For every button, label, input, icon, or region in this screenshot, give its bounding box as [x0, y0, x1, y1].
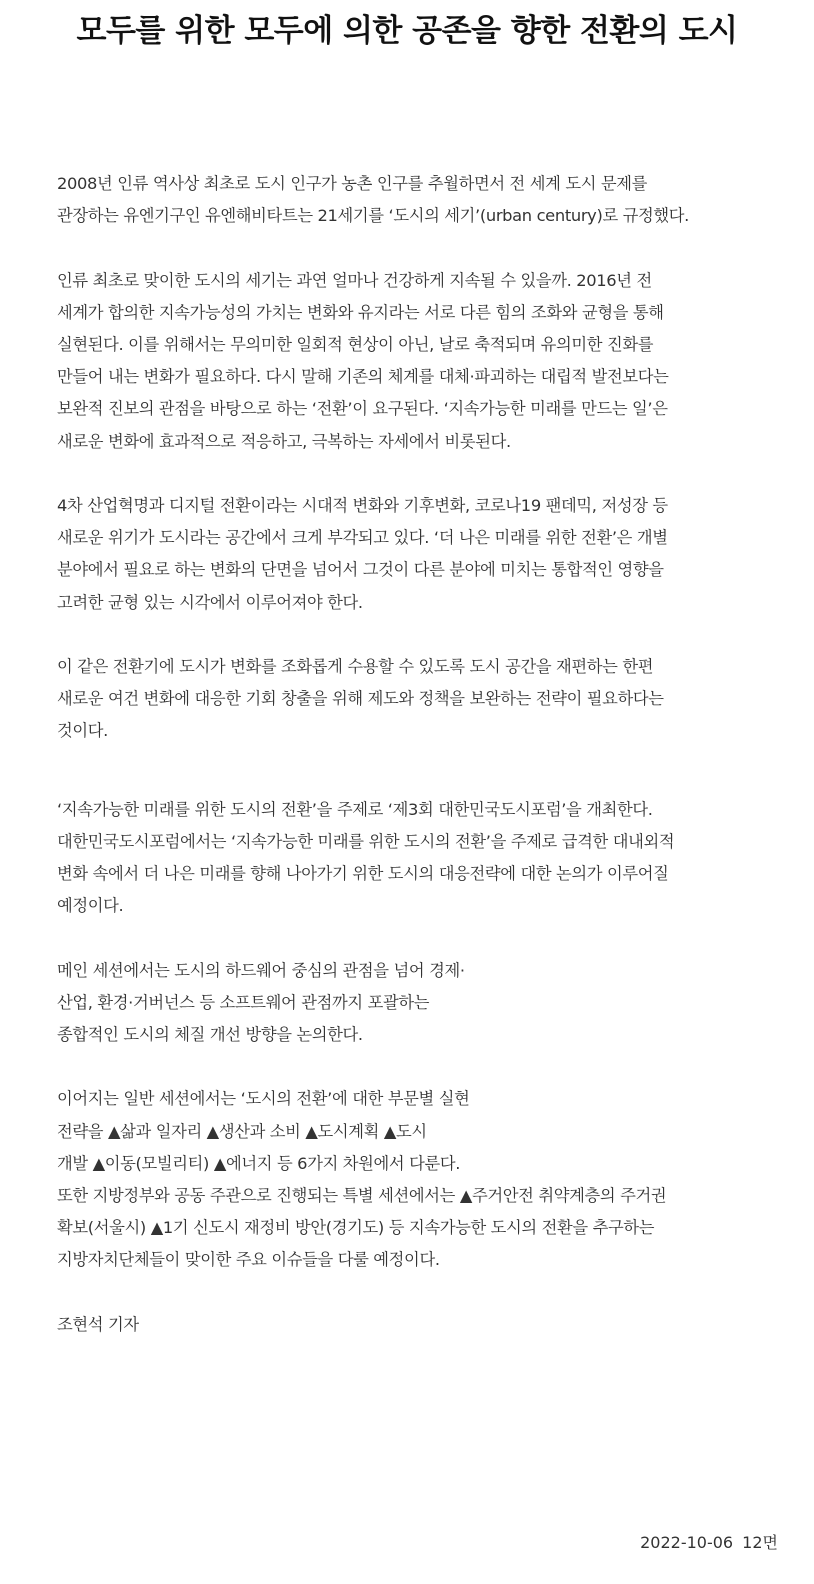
text-line: 산업, 환경·거버넌스 등 소프트웨어 관점까지 포괄하는 [57, 992, 430, 1012]
text-line: ‘지속가능한 미래를 위한 도시의 전환’을 주제로 ‘제3회 대한민국도시포럼’을 개최한다. [57, 799, 653, 819]
text-line: 인류 최초로 맞이한 도시의 세기는 과연 얼마나 건강하게 지속될 수 있을까. 2016년 전 [57, 270, 652, 290]
text-line: 분야에서 필요로 하는 변화의 단면을 넘어서 그것이 다른 분야에 미치는 통합적인 영향을 [57, 560, 664, 580]
text-line: 예정이다. [57, 896, 124, 916]
text-line: 확보(서울시) ▲1기 신도시 재정비 방안(경기도) 등 지속가능한 도시의 전환을 추구하는 [57, 1218, 655, 1238]
text-line: 세계가 합의한 지속가능성의 가치는 변화와 유지라는 서로 다른 힘의 조화와 균형을 통해 [57, 302, 664, 322]
text-line: 것이다. [57, 721, 108, 741]
article-footer [640, 1530, 778, 1553]
paragraph-gap [57, 1277, 769, 1309]
text-line: 지방자치단체들이 맞이한 주요 이슈들을 다룰 예정이다. [57, 1250, 440, 1270]
text-line: 변화 속에서 더 나은 미래를 향해 나아가기 위한 도시의 대응전략에 대한 논의가 이루어질 [57, 864, 669, 884]
paragraph-crisis [57, 490, 769, 619]
paragraph-gap [57, 748, 769, 794]
text-line: 관장하는 유엔기구인 유엔해비타트는 21세기를 ‘도시의 세기’(urban century)로 규정했다. [57, 206, 689, 226]
text-line: 새로운 변화에 효과적으로 적응하고, 극복하는 자세에서 비롯된다. [57, 431, 511, 451]
publish-date: 2022-10-06 [640, 1533, 734, 1552]
paragraph-gap [57, 458, 769, 490]
text-line: 4차 산업혁명과 디지털 전환이라는 시대적 변화와 기후변화, 코로나19 팬데믹, 저성장 등 [57, 496, 668, 515]
text-line: 2008년 인류 역사상 최초로 도시 인구가 농촌 인구를 추월하면서 전 세계 도시 문제를 [57, 174, 648, 193]
text-line: 대한민국도시포럼에서는 ‘지속가능한 미래를 위한 도시의 전환’을 주제로 급격한 대내외적 [57, 831, 675, 851]
text-line: 새로운 위기가 도시라는 공간에서 크게 부각되고 있다. ‘더 나은 미래를 위한 전환’은 개별 [57, 528, 668, 548]
paragraph-sustainability [57, 265, 769, 458]
text-line: 만들어 내는 변화가 필요하다. 다시 말해 기존의 체계를 대체·파괴하는 대립적 발전보다는 [57, 367, 669, 387]
paragraph-main-session [57, 955, 769, 1052]
article-body [57, 168, 769, 1341]
text-line: 개발 ▲이동(모빌리티) ▲에너지 등 6가지 차원에서 다룬다. [57, 1153, 461, 1173]
text-line: 실현된다. 이를 위해서는 무의미한 일회적 현상이 아닌, 날로 축적되며 유의미한 진화를 [57, 335, 654, 354]
paragraph-gap [57, 922, 769, 954]
text-line: 이 같은 전환기에 도시가 변화를 조화롭게 수용할 수 있도록 도시 공간을 재편하는 한편 [57, 657, 654, 676]
page-number: 12면 [742, 1533, 778, 1552]
text-line: 새로운 여건 변화에 대응한 기회 창출을 위해 제도와 정책을 보완하는 전략이 필요하다는 [57, 689, 664, 709]
paragraph-gap [57, 232, 769, 264]
text-line: 이어지는 일반 세션에서는 ‘도시의 전환’에 대한 부문별 실현 [57, 1089, 470, 1109]
text-line: 또한 지방정부와 공동 주관으로 진행되는 특별 세션에서는 ▲주거안전 취약계층의 주거권 [57, 1186, 667, 1206]
article-headline: 모두를 위한 모두에 의한 공존을 향한 전환의 도시 [76, 13, 738, 49]
paragraph-intro [57, 168, 769, 232]
text-line: 종합적인 도시의 체질 개선 방향을 논의한다. [57, 1025, 363, 1045]
paragraph-forum [57, 794, 769, 923]
paragraph-general-session [57, 1083, 769, 1276]
reporter-name: 조현석 기자 [57, 1314, 139, 1334]
text-line: 보완적 진보의 관점을 바탕으로 하는 ‘전환’이 요구된다. ‘지속가능한 미래를 만드는 일’은 [57, 399, 668, 419]
text-line: 메인 세션에서는 도시의 하드웨어 중심의 관점을 넘어 경제· [57, 960, 465, 980]
text-line: 전략을 ▲삶과 일자리 ▲생산과 소비 ▲도시계획 ▲도시 [57, 1121, 427, 1141]
paragraph-gap [57, 1051, 769, 1083]
paragraph-gap [57, 619, 769, 651]
paragraph-strategy [57, 651, 769, 748]
article-byline [57, 1309, 769, 1341]
text-line: 고려한 균형 있는 시각에서 이루어져야 한다. [57, 592, 363, 612]
